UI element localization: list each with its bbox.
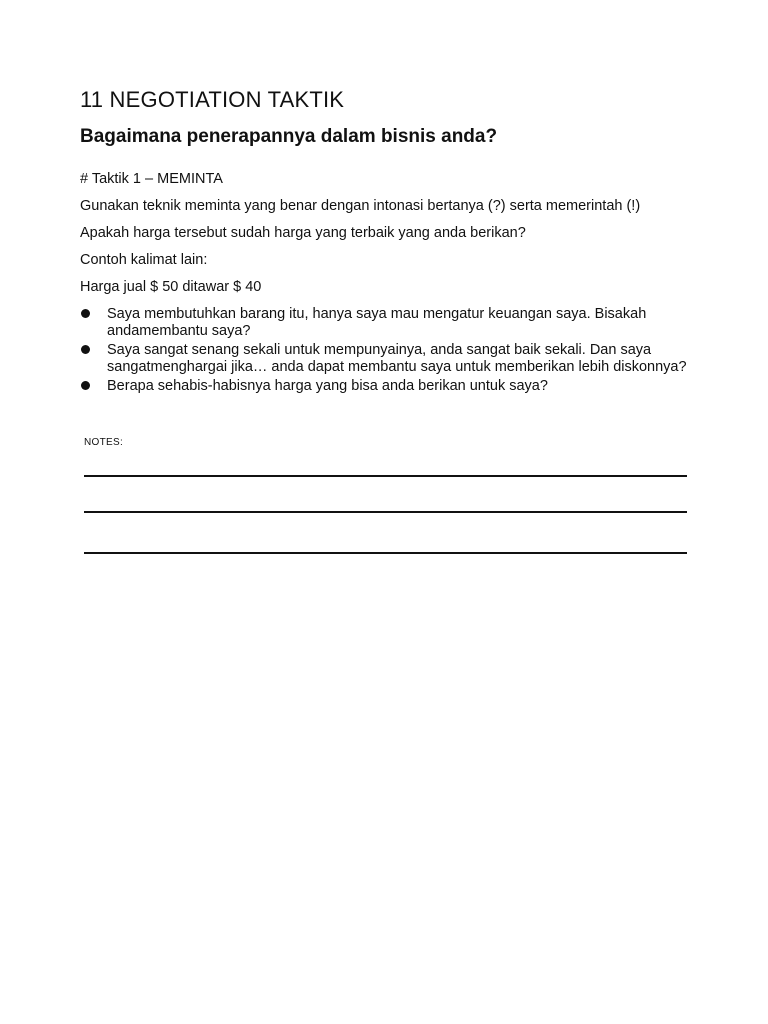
notes-line [84,552,687,554]
example-bullet-list [80,306,700,395]
page-subtitle: Bagaimana penerapannya dalam bisnis anda? [80,126,498,147]
bullet-dot-icon [81,345,90,354]
tactic-heading: # Taktik 1 – MEMINTA [80,171,223,187]
list-item [80,306,700,340]
list-item-text: Berapa sehabis-habisnya harga yang bisa anda berikan untuk saya? [107,378,548,394]
paragraph-example-label: Contoh kalimat lain: [80,252,208,268]
paragraph-question: Apakah harga tersebut sudah harga yang terbaik yang anda berikan? [80,225,526,241]
document-body [80,86,700,397]
paragraph-price-example: Harga jual $ 50 ditawar $ 40 [80,279,262,295]
notes-line [84,511,687,513]
list-item [80,342,700,376]
page-title: 11 NEGOTIATION TAKTIK [80,87,345,112]
notes-line [84,475,687,477]
bullet-dot-icon [81,309,90,318]
bullet-dot-icon [81,381,90,390]
paragraph-technique: Gunakan teknik meminta yang benar dengan intonasi bertanya (?) serta memerintah (!) [80,198,641,214]
list-item-text: Saya sangat senang sekali untuk mempunyainya, anda sangat baik sekali. Dan saya sangatmenghargai jika… anda dapat membantu saya untuk memberikan lebih diskonnya? [107,342,687,375]
notes-label: NOTES: [84,437,124,448]
list-item [80,378,700,395]
list-item-text: Saya membutuhkan barang itu, hanya saya mau mengatur keuangan saya. Bisakah andamembantu saya? [107,306,647,339]
